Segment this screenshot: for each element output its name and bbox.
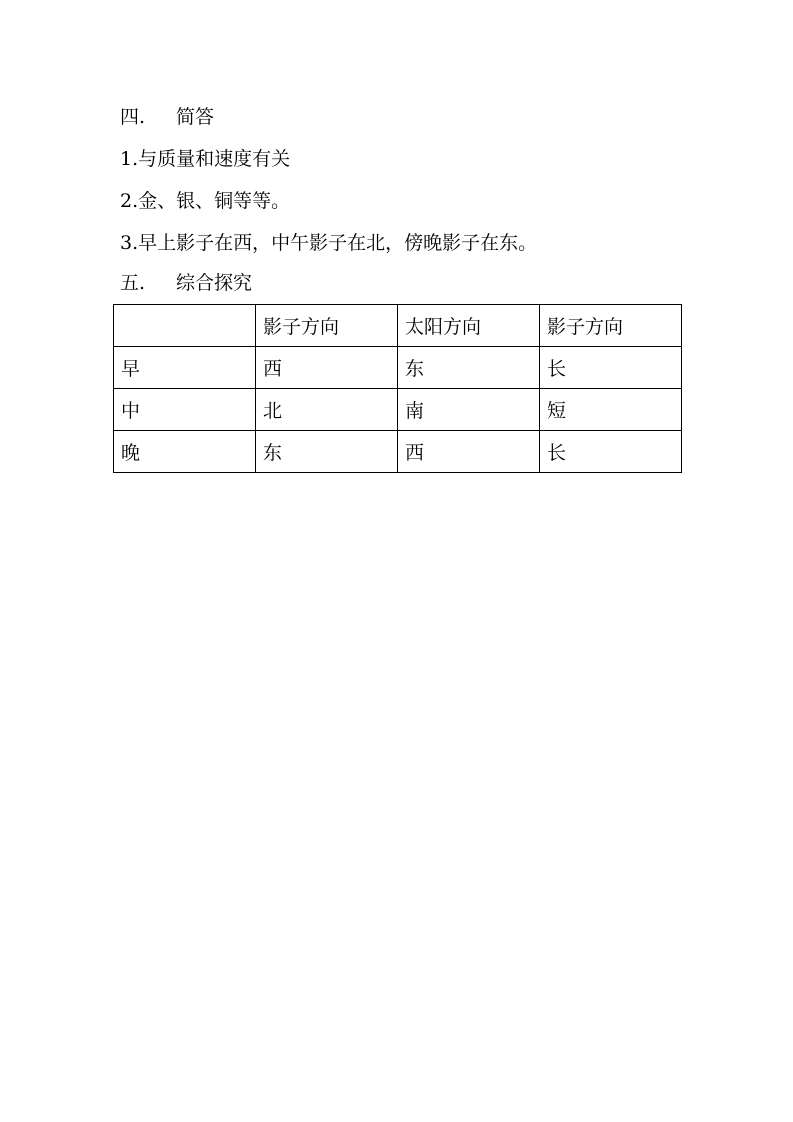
shadow-direction-table: [113, 304, 682, 473]
section-title: 简答: [176, 106, 215, 128]
table-cell: 早: [114, 347, 256, 389]
table-row: [114, 347, 682, 389]
table-row: [114, 431, 682, 473]
answer-line-2: 2.金、银、铜等等。: [120, 190, 291, 212]
table-header-cell: 影子方向: [256, 305, 398, 347]
table-cell: 北: [256, 389, 398, 431]
table-header-cell: 影子方向: [540, 305, 682, 347]
table-cell: 东: [256, 431, 398, 473]
table-cell: 长: [540, 431, 682, 473]
table-cell: 东: [398, 347, 540, 389]
section-heading-simple-answer: [120, 105, 214, 129]
table-cell: 西: [256, 347, 398, 389]
table-cell: 短: [540, 389, 682, 431]
table-cell: 中: [114, 389, 256, 431]
table-cell: 南: [398, 389, 540, 431]
table-row: [114, 389, 682, 431]
table-header-cell: [114, 305, 256, 347]
table-cell: 长: [540, 347, 682, 389]
answer-line-1: 1.与质量和速度有关: [120, 148, 291, 170]
section-title: 综合探究: [176, 272, 253, 294]
section-heading-comprehensive-inquiry: [120, 271, 252, 295]
section-number: 四.: [120, 106, 146, 128]
table-cell: 西: [398, 431, 540, 473]
table-header-row: [114, 305, 682, 347]
section-number: 五.: [120, 272, 146, 294]
table-cell: 晚: [114, 431, 256, 473]
table-header-cell: 太阳方向: [398, 305, 540, 347]
answer-line-3: 3.早上影子在西，中午影子在北，傍晚影子在东。: [120, 232, 538, 254]
